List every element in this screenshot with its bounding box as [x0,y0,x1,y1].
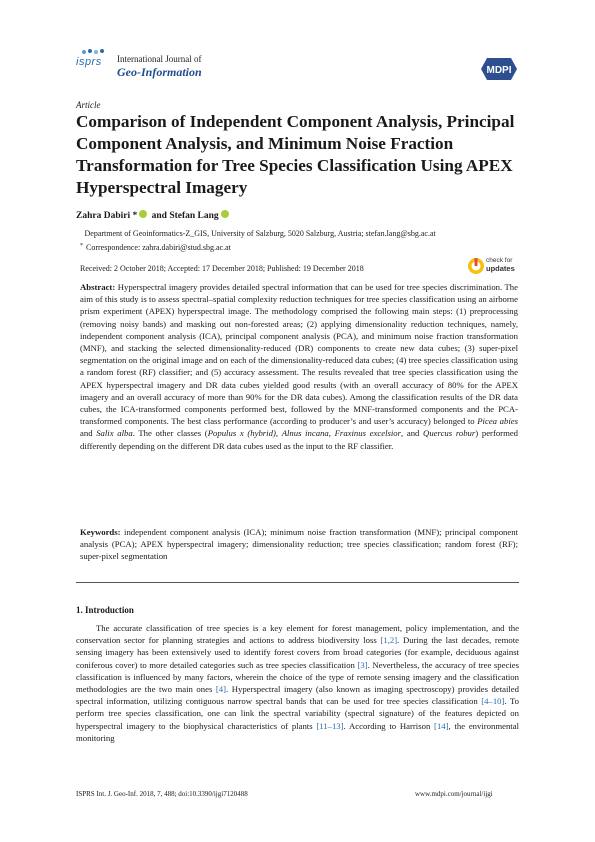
abstract [80,281,518,452]
author-list [76,210,231,221]
corresponding-mark: * [132,211,138,221]
abstract-text: . The other classes ( [132,428,208,439]
introduction-body [76,622,519,744]
abstract-text: , [328,428,335,439]
citation-link[interactable]: [1,2] [380,635,398,646]
body-text: , the environmental monitoring [76,720,519,743]
orcid-icon[interactable] [221,210,229,218]
orcid-icon[interactable] [139,210,147,218]
affiliations [80,226,520,254]
species-name: Salix alba [96,428,133,439]
body-text: The accurate classification of tree species is a key element for forest management, policy implementation, and the conservation sector for planning strategies and actions to address biodiversity loss [76,623,519,646]
abstract-text: , and [401,428,424,439]
abstract-text: Hyperspectral imagery provides detailed spectral information that can be used for tree species discrimination. The aim of this study is to assess spectral–spatial complexity reduction techniques for tree species classification using an airborne prism experiment (APEX) hyperspectral image. The methodology comprised the following main steps: (1) preprocessing (removing noisy bands) and masking out non-forested areas; (2) applying dimensionality reduction techniques, namely, independent component analysis (ICA), principal component analysis (PCA), and minimum noise fraction transformation (MNF), and stacking the selected dimensionality-reduced (DR) components to create new data cubes; (3) super-pixel segmentation on the original image and on each of the dimensionality-reduced data cubes; (4) tree species classification using a random forest (RF) classifier; and (5) accuracy assessment. The results revealed that tree species classification using the APEX hyperspectral imagery and DR data cubes yielded good results (with an overall accuracy of 80% for the APEX imagery and an overall accuracy of more than 90% for the DR data cubes). Among the classification results of the DR data cubes, the ICA-transformed components performed best, followed by the MNF-transformed components and the PCA-transformed components. The best class performance (according to producer’s and user’s accuracy) belonged to [80,282,518,427]
author-name[interactable]: Zahra Dabiri [76,211,131,221]
publication-dates: Received: 2 October 2018; Accepted: 17 December 2018; Published: 19 December 2018 [80,264,364,273]
body-text: . According to Harrison [343,720,435,731]
abstract-text: ) performed differently depending on the different DR data cubes used as the input to the RF classifier. [80,428,519,451]
citation-link[interactable]: [11–13] [316,720,344,731]
body-text: . During the last decades, remote sensing imagery has been extensively used to identify forest covers from broad categories (for example, deciduous against coniferous cover) to more detailed categories such as tree species classification [76,635,519,670]
section-heading: 1. Introduction [76,605,134,615]
article-type: Article [76,100,101,110]
abstract-text: , [275,428,282,439]
species-name: Populus x (hybrid) [207,428,276,439]
abstract-label: Abstract: [80,282,116,292]
species-name: Fraxinus excelsior [334,428,402,439]
body-text: . To perform tree species classification, one can link the spectral variability (spectral signature) of the features depicted on hyperspectral imagery to the biophysical characteristics of plants [76,696,519,731]
keywords-label: Keywords: [80,527,121,537]
affiliation-text: Department of Geoinformatics-Z_GIS, University of Salzburg, 5020 Salzburg, Austria; stefan.lang@sbg.ac.at [84,229,436,238]
citation-link[interactable]: [4–10] [481,696,505,707]
check-for-label: check for [486,257,513,264]
isprs-logo: isprs [76,56,102,68]
author-name[interactable]: Stefan Lang [169,211,219,221]
species-name: Alnus incana [281,428,329,439]
paragraph [76,622,519,744]
keywords-text: independent component analysis (ICA); minimum noise fraction transformation (MNF); principal component analysis (PCA); APEX hyperspectral imagery; dimensionality reduction; tree species classification; random forest (RF); super-pixel segmentation [80,527,518,562]
affiliation-line [80,226,520,240]
species-name: Picea abies [477,416,518,427]
updates-label: updates [486,264,515,273]
footer-citation: ISPRS Int. J. Geo-Inf. 2018, 7, 488; doi:10.3390/ijgi7120488 [76,790,248,798]
species-name: Quercus robur [423,428,476,439]
correspondence-line: * Correspondence: zahra.dabiri@stud.sbg.ac.at [80,243,231,252]
body-text: . Hyperspectral imagery (also known as imaging spectroscopy) provides detailed spectral information, utilizing contiguous narrow spectral bands that can be used for tree species classification [76,684,519,707]
footer-journal-url[interactable]: www.mdpi.com/journal/ijgi [415,790,493,798]
journal-name-line1: International Journal of [117,54,202,64]
author-and: and [151,211,167,221]
citation-link[interactable]: [3] [357,659,368,670]
mdpi-logo-text: MDPI [486,65,512,76]
journal-name-line2: Geo-Information [117,65,202,79]
isprs-logo-dots-icon [80,48,110,56]
abstract-text: and [80,428,97,439]
paper-title: Comparison of Independent Component Analysis, Principal Component Analysis, and Minimum Noise Fraction Transformation for Tree Species Classification Using APEX Hyperspectral Imagery [76,112,515,197]
section-divider [76,582,519,583]
check-for-updates-text[interactable] [486,257,515,274]
keywords [80,526,518,563]
correspondence-text: Correspondence: zahra.dabiri@stud.sbg.ac.at [86,243,231,252]
citation-link[interactable]: [4] [215,684,226,695]
citation-link[interactable]: [14] [434,720,449,731]
body-text: . Nevertheless, the accuracy of tree species classification is influenced by many factors, wherein the choice of the type of remote sensing imagery and the classification methodologies are the two main ones [76,659,519,695]
mdpi-logo-icon [481,58,517,80]
